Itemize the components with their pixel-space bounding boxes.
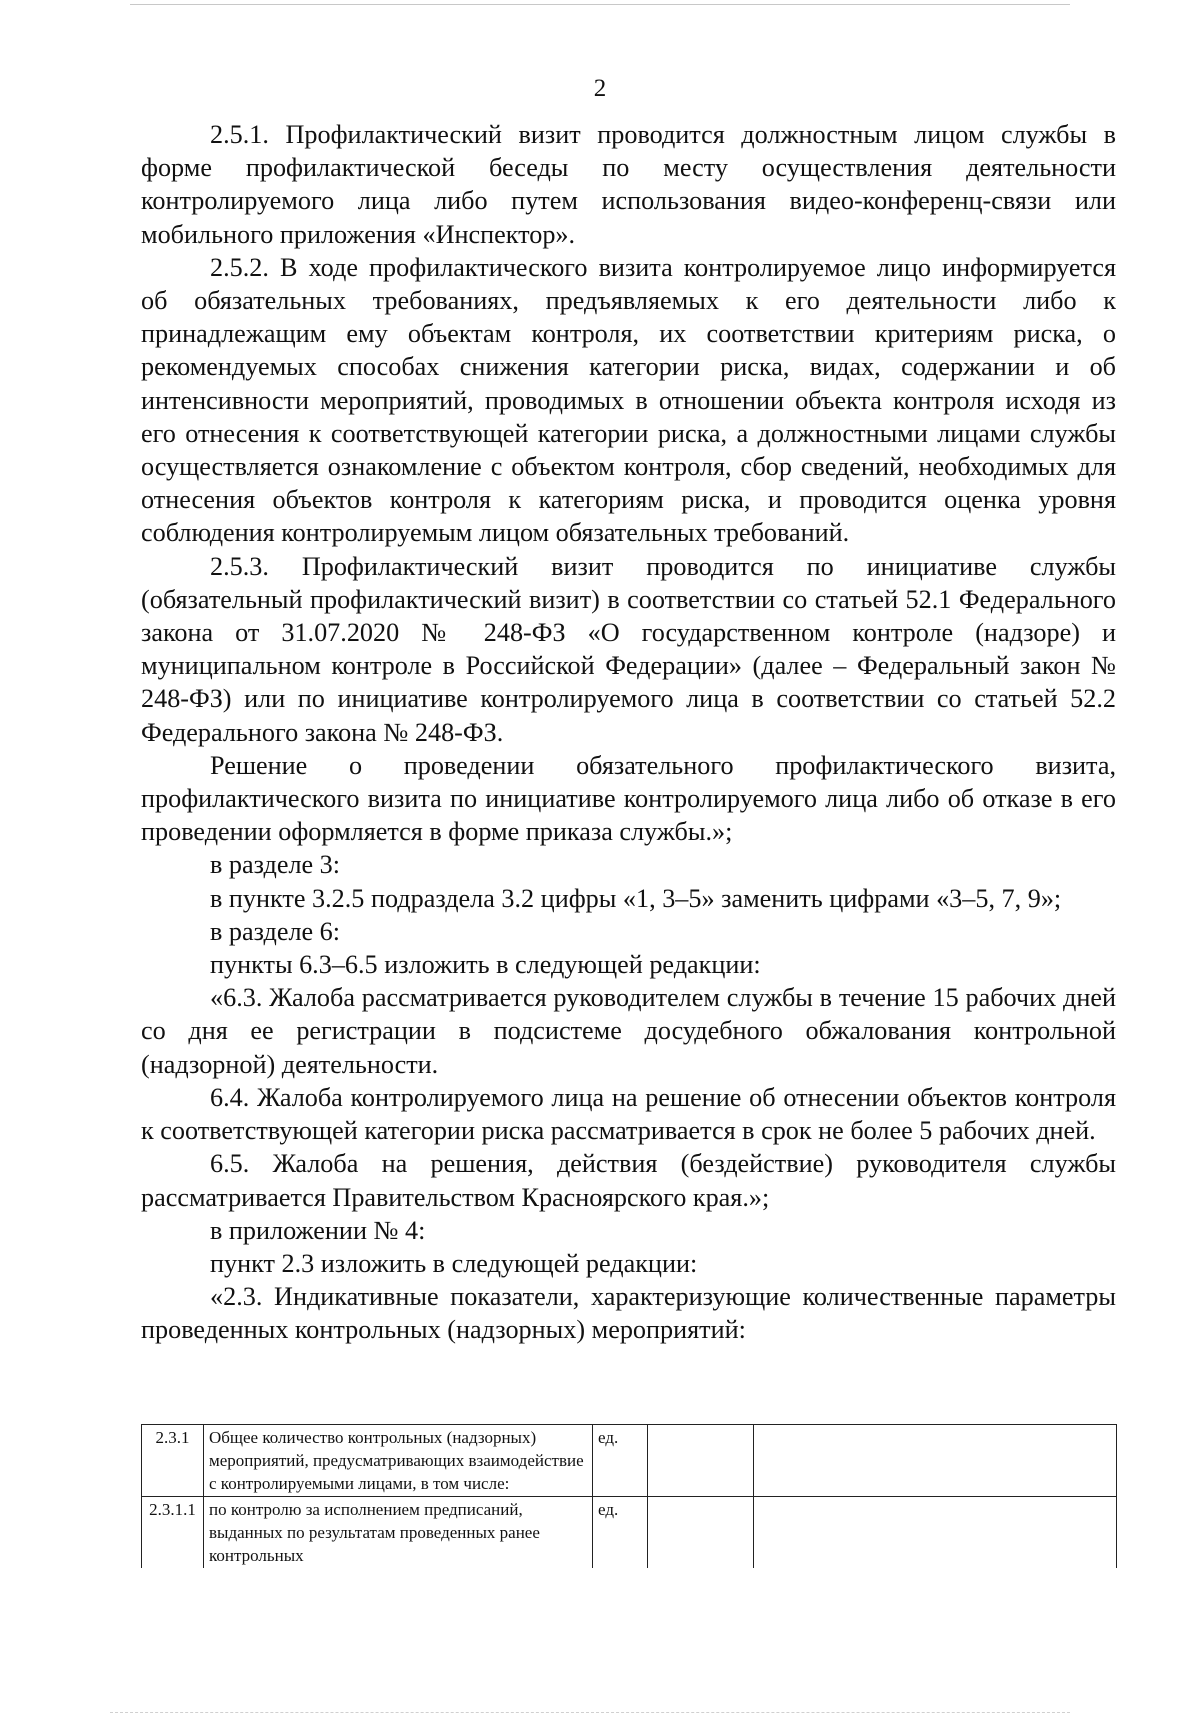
paragraph-section-3: в разделе 3: [210,850,341,880]
paragraph-item-3-2-5: в пункте 3.2.5 подраздела 3.2 цифры «1, 3–5» заменить цифрами «3–5, 7, 9»; [210,883,1062,913]
row-unit: ед. [593,1497,648,1569]
row-number: 2.3.1 [142,1425,204,1497]
table-row [142,1497,1117,1569]
paragraph-item-2-3: пункт 2.3 изложить в следующей редакции: [210,1248,698,1278]
table-row [142,1425,1117,1497]
row-number: 2.3.1.1 [142,1497,204,1569]
paragraph-2-5-3: 2.5.3. Профилактический визит проводится по инициативе службы (обязательный профилактический визит) в соответствии со статьей 52.1 Федерального закона от 31.07.2020 № 248-ФЗ «О государственном контроле (надзоре) и муниципальном контроле в Российской Федерации» (далее – Федеральный закон № 248-ФЗ) или по инициативе контролируемого лица в соответствии со статьей 52.2 Федерального закона № 248-ФЗ. [141,551,1116,747]
page-number: 2 [593,75,607,102]
paragraph-6-5: 6.5. Жалоба на решения, действия (бездействие) руководителя службы рассматривается Правительством Красноярского края.»; [141,1149,1116,1212]
row-value [648,1425,754,1497]
paragraph-appendix-4: в приложении № 4: [210,1215,426,1245]
row-note [754,1497,1117,1569]
row-note [754,1425,1117,1497]
paragraph-section-6: в разделе 6: [210,916,341,946]
paragraph-2-3: «2.3. Индикативные показатели, характеризующие количественные параметры проведенных контрольных (надзорных) мероприятий: [141,1282,1116,1345]
paragraph-6-3: «6.3. Жалоба рассматривается руководителем службы в течение 15 рабочих дней со дня ее регистрации в подсистеме досудебного обжалования контрольной (надзорной) деятельности. [141,983,1116,1079]
row-description: по контролю за исполнением предписаний, выданных по результатам проведенных ранее контрольных [204,1497,593,1569]
paragraph-decision: Решение о проведении обязательного профилактического визита, профилактического визита по инициативе контролируемого лица либо об отказе в его проведении оформляется в форме приказа службы.»; [141,750,1116,847]
indicators-table [141,1424,1117,1568]
row-value [648,1497,754,1569]
row-unit: ед. [593,1425,648,1497]
paragraph-2-5-1: 2.5.1. Профилактический визит проводится должностным лицом службы в форме профилактической беседы по месту осуществления деятельности контролируемого лица либо путем использования видео-конференц-связи или мобильного приложения «Инспектор». [141,120,1116,249]
paragraph-6-4: 6.4. Жалоба контролируемого лица на решение об отнесении объектов контроля к соответствующей категории риска рассматривается в срок не более 5 рабочих дней. [141,1082,1116,1146]
scan-edge-line-bottom [110,1712,1070,1713]
paragraph-items-6-3-6-5: пункты 6.3–6.5 изложить в следующей редакции: [210,950,761,980]
row-description: Общее количество контрольных (надзорных) мероприятий, предусматривающих взаимодействие с контролируемыми лицами, в том числе: [204,1425,593,1497]
document-body [141,118,1116,1347]
paragraph-2-5-2: 2.5.2. В ходе профилактического визита контролируемое лицо информируется об обязательных требованиях, предъявляемых к его деятельности либо к принадлежащим ему объектам контроля, их соответствии критериям риска, о рекомендуемых способах снижения категории риска, видах, содержании и об интенсивности мероприятий, проводимых в отношении объекта контроля исходя из его отнесения к соответствующей категории риска, а должностными лицами службы осуществляется ознакомление с объектом контроля, сбор сведений, необходимых для отнесения объектов контроля к категориям риска, и проводится оценка уровня соблюдения контролируемым лицом обязательных требований. [141,252,1116,548]
scan-edge-line-top [130,4,1070,5]
